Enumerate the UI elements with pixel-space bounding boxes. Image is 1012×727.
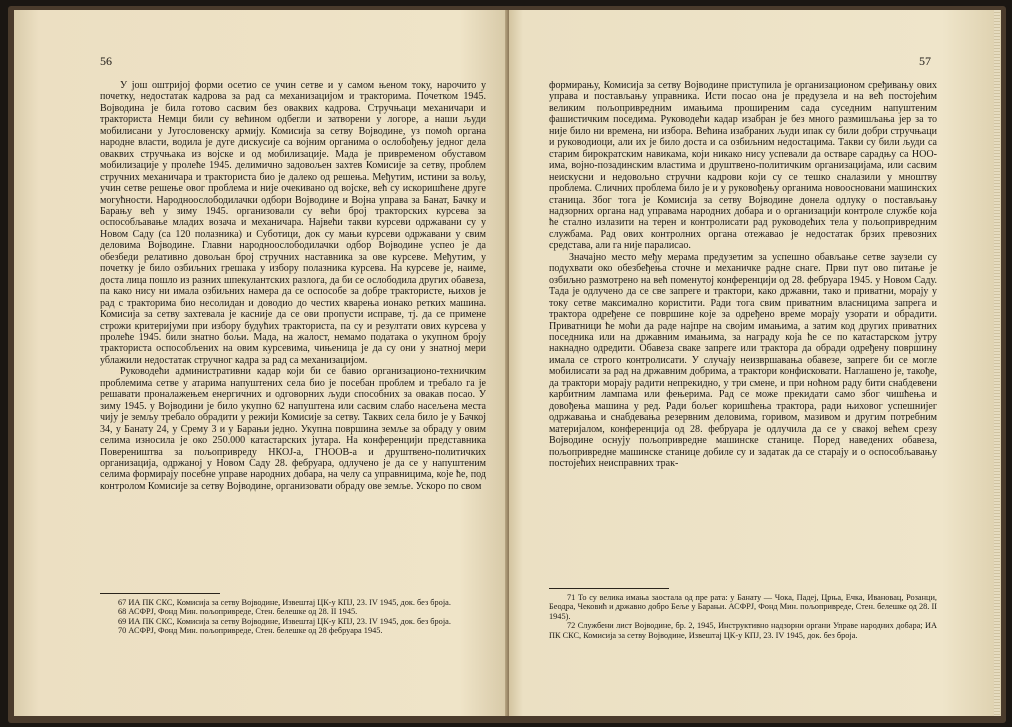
footnotes — [549, 588, 937, 640]
paragraph: У још оштријој форми осетио се учин сетве и у самом њеном току, нарочито у почетку, недостатак кадрова за рад са механизацијом и тракторима. Почетком 1945. Војводина је била готово сасвим без оваквих кадрова. Стручњаци механичари и тракториста Немци били су већином одбегли и затворени у логоре, а наши људи мобилисани у Југословенску армију. Комисија за сетву Војводине, уз помоћ органа народне власти, водила је дуге дискусије са војним органима о ослобођењу једног дела оваквих стручњака из војске и од мобилизације. Мада је привременом обуставом мобилизације у пролеће 1945. делимично задовољен захтев Комисије за сетву, проблем стручних механичара и тракториста био је далеко од решења. Међутим, истини за вољу, учин сетве решење овог проблема и није очекивано од војске, већ су искоришћене друге могућности. Народноослободилачки одбори Војводине и Војна управа за Банат, Бачку и Барању већ у зиму 1945. организовали су већи број тракторских курсева за оспособљавање младих возача и механичара. Највећи такви курсеви одржавани су у Новом Саду (са 120 полазника) и Суботици, док су мањи курсеви одржавани у свим деловима Војводине. Главни народноослободилачки одбор Војводине успео је да обезбеди релативно довољан број стручних наставника за ове курсеве. Међутим, у почетку је било озбиљних грешака у избору полазника курсева. На курсеве је, наиме, доста лица пошло из разних шпекулантских разлога, да би се ослободила других обавеза, па како нису ни имала озбиљних намера да се оспособе за добре трактористе, њихов је рад с тракторима био несолидан и доводио до честих кварења ионако ретких машина. Комисија за сетву захтевала је касније да се ови пропусти исправе, тј. да се примене строжи критеријуми при избору будућих тракториста, па су и резултати ових курсева у пролеће 1945. били знатно бољи. Мада, на жалост, немамо података о укупном броју тракториста оспособљених на овим курсевима, чињеница је да су они у знатној мери ублажили недостатак стручног кадра за рад са механизацијом. — [100, 80, 486, 366]
paragraph: Руководећи административни кадар који би се бавио организационо-техничким проблемима сетве у атарима напуштених села био је посебан проблем и требало га је решавати проналажењем енергичних и одговорних људи способних за овакав посао. У зиму 1945. у Војводини је било укупно 62 напуштена или сасвим слабо насељена места чију је земљу требало обрадити у режији Комисије за сетву. Таквих села било је у Бачкој 34, у Банату 24, у Срему 3 и у Барањи једно. Укупна површина земље за обраду у овим селима износила је око 250.000 катастарских јутара. На конференцији представника Повереништва за пољопривреду НКОЈ-а, ГНООВ-а и друштвено-политичких организација, одржаној у Новом Саду 28. фебруара, одлучено је да се у напуштеним селима формирају посебне управе народних добара, на челу са управницима, које ће, под контролом Комисије за сетву Војводине, организовати обраду ове земље. Ускоро по свом — [100, 366, 486, 492]
page-body — [549, 80, 937, 469]
footnote: 68 АСФРЈ, Фонд Мин. пољопривреде, Стен. белешке од 28. II 1945. — [118, 607, 358, 617]
paragraph: Значајно место међу мерама предузетим за успешно обављање сетве заузели су подухвати око обезбеђења сточне и механичке радне снаге. Први пут ово питање је озбиљно размотрено на већ поменутој конференцији од 28. фебруара 1945. у Новом Саду. Тада је одлучено да се све запреге и трактори, како државни, тако и приватни, морају у току сетве максимално користити. Ради тога свим приватним власницима запрега и трактора одређене се површине које за одређено време морају узорати и обрадити. Приватници ће моћи да раде најпре на својим имањима, а затим код других приватних поседника или на државним имањима, за награду која ће се по катастарском јутру накнадно одредити. Обавеза сваке запреге или трактора да обради одређену површину имала се строго контролисати. У случају неизвршавања обавезе, запреге би се могле мобилисати за рад на државним добрима, а трактори конфисковати. Наглашено је, такође, да трактори морају радити непрекидно, у три смене, и при ноћном раду бити снабдевени карбитним лампама или фењерима. Рад се може прекидати само због чишћења и довођења машина у ред. Ради бољег коришћења трактора, ради њиховог успешнијег одржавања и снабдевања резервним деловима, горивом, мазивом и другим потребним материјалом, конференција од 28. фебруара је одлучила да се у свакој већем срезу Војводине оснују пољопривредне машинске станице. Поред наведених обавеза, пољопривредне машинске станице добиле су и задатак да се старају и о оспособљавању постојећих неисправних трак- — [549, 251, 937, 469]
footnote: 67 ИА ПК СКС, Комисија за сетву Војводине, Извештај ЦК-у КПЈ, 23. IV 1945, док. без броја. — [118, 598, 451, 607]
footnote: 71 То су велика имања заостала од пре рата: у Банату — Чока, Падеј, Црња, Ечка, Ивановац, Розанци, Беодра, Чековић и државно добро Беље у Барањи. АСФРЈ, Фонд Мин. пољопривреде, Стен. белешке од 28. II 1945). — [549, 593, 937, 621]
paragraph: формирању, Комисија за сетву Војводине приступила је организационом сређивању ових управа и постављању управника. Исти посао она је предузела и на већ постојећим великим пољопривредним имањима проширеним сада суседним напуштеним фашистичким поседима. Руководећи кадар изабран је без много размишљања јер за то није било ни времена, ни избора. Већина изабраних људи ипак су били добри стручњаци и руководиоци, али их је било доста и са озбиљним недостацима. Такви су били људи са старим бирократским навикама, који никако нису успевали да остваре сарадњу са НОО-има, војно-позадинским властима и друштвено-политичким организацијама, или сасвим неискусни и недовољно стручни кадрови који су се тешко сналазили у мноштву проблема. Сличних проблема било је и у руковођењу органима новоосновани машинских станица. Због тога је Комисија за сетву Војводине донела одлуку о постављању надзорних органа над управама народних добара и о организацији контроле службе која ће стално излазити на терен и контролисати рад руководећих тела у пољопривредним службама. Рад ових контролних органа отежавао је недостатак брзих превозних средстава, али га није паралисао. — [549, 80, 937, 252]
page-number: 56 — [100, 54, 112, 68]
left-page — [14, 10, 509, 716]
page-number: 57 — [919, 54, 931, 68]
footnote-divider — [549, 588, 669, 589]
right-page — [509, 10, 1001, 716]
page-body — [100, 80, 486, 492]
footnote: 69 ИА ПК СКС, Комисија за сетву Војводине, Извештај ЦК-у КПЈ, 23. IV 1945, док. без броја. — [118, 616, 451, 626]
footnote-divider — [100, 593, 220, 594]
footnote: 70 АСФРЈ, Фонд Мин. пољопривреде, Стен. белешке од 28 фебруара 1945. — [118, 626, 383, 636]
page-edges — [994, 10, 1000, 716]
footnotes — [100, 593, 486, 636]
footnote: 72 Службени лист Војводине, бр. 2, 1945, Инструктивно надзорни органи Управе народних добара; ИА ПК СКС, Комисија за сетву Војводине, Извештај ЦК-у КПЈ, 23. IV 1945, док. без броја. — [549, 621, 937, 640]
